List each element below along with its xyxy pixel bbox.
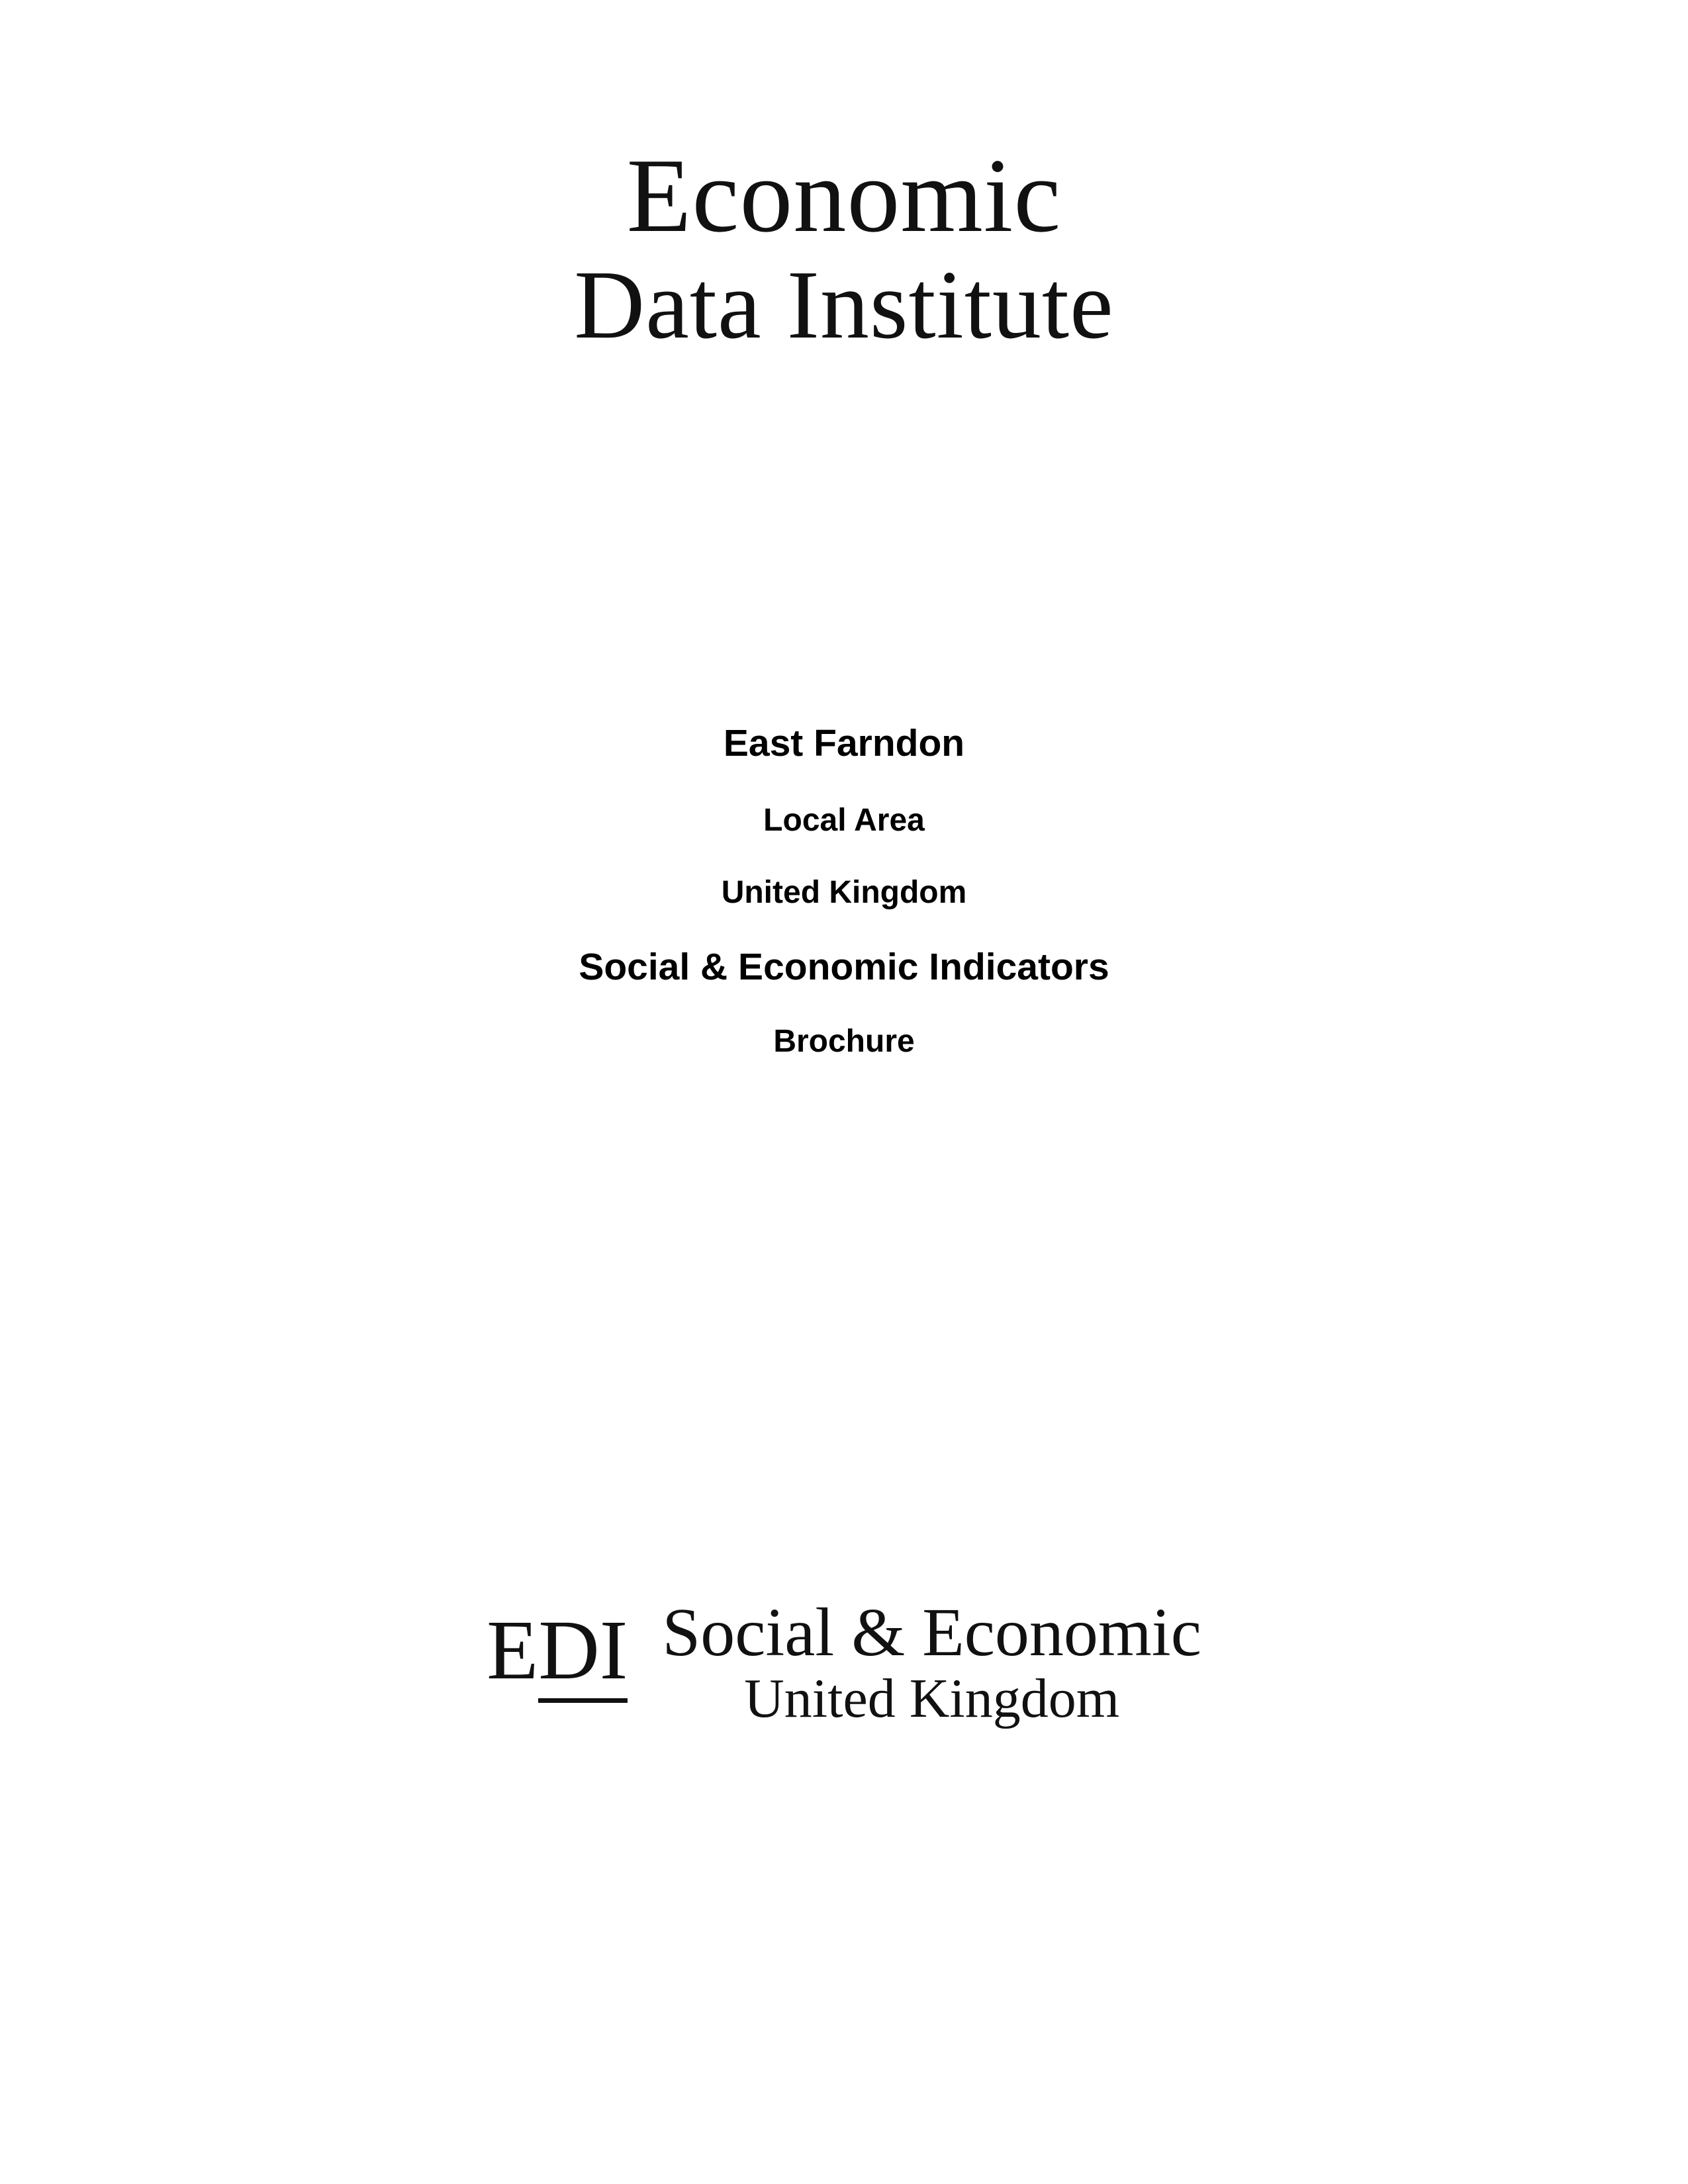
edi-acronym-e: E [487, 1603, 539, 1697]
publisher-logo-line-1: Economic [626, 136, 1062, 254]
area-level-label: Local Area [763, 803, 925, 838]
document-type-label: Brochure [773, 1024, 915, 1059]
subject-label: Social & Economic Indicators [579, 946, 1109, 988]
edi-footer-logo [0, 1594, 1688, 1729]
edi-acronym [487, 1603, 628, 1697]
publisher-logo-line-2: Data Institute [574, 251, 1114, 359]
edi-footer-line-2: United Kingdom [744, 1668, 1120, 1729]
edi-acronym-di: DI [538, 1603, 628, 1703]
country-label: United Kingdom [721, 875, 967, 910]
cover-title-block [0, 721, 1688, 1060]
edi-footer-text [662, 1594, 1201, 1729]
page-title: East Farndon [723, 722, 965, 764]
edi-footer-line-1: Social & Economic [662, 1594, 1201, 1670]
publisher-logo [0, 136, 1688, 359]
